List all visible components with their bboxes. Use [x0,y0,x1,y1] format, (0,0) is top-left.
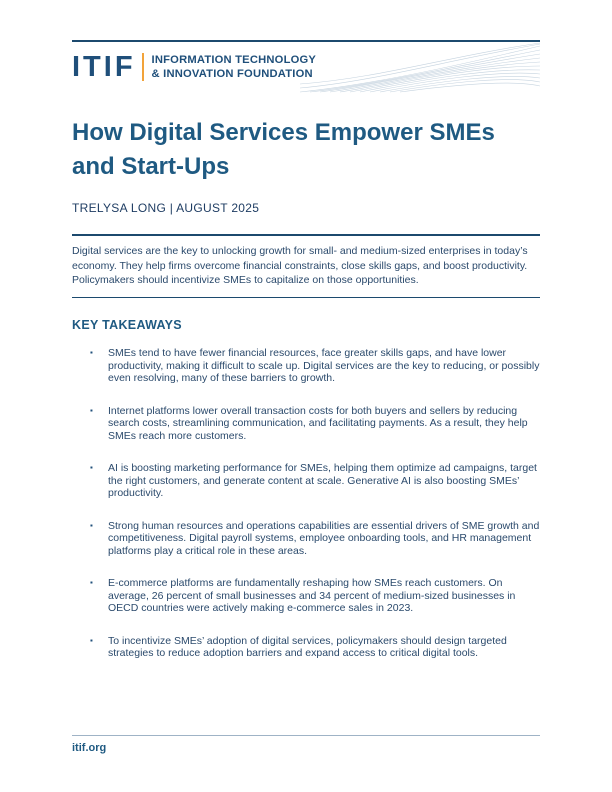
takeaway-item [90,520,540,558]
takeaway-text: To incentivize SMEs’ adoption of digital services, policymakers should design targeted strategies to reduce adoption barriers and expand access to critical digital tools. [108,634,507,659]
bullet-square-icon: ▪ [90,635,93,645]
report-title [72,116,540,184]
logo-line-1: INFORMATION TECHNOLOGY [151,54,317,66]
bullet-square-icon: ▪ [90,405,93,415]
key-takeaways-heading: KEY TAKEAWAYS [72,318,182,332]
takeaway-item [90,405,540,443]
bullet-square-icon: ▪ [90,578,93,587]
footer-rule [72,735,540,736]
itif-logo[interactable] [72,52,316,82]
takeaway-item [90,462,540,500]
title-line-2: and Start-Ups [72,153,230,180]
title-line-1: How Digital Services Empower SMEs [72,119,495,146]
takeaway-text: SMEs tend to have fewer financial resources, face greater skills gaps, and have lower productivity, making it difficult to scale up. Digital services are the key to reducing, or possibly even resolving, many of these barriers to growth. [108,347,540,384]
bullet-square-icon: ▪ [90,520,93,530]
summary-paragraph: Digital services are the key to unlocking growth for small- and medium-sized enterprises in today’s economy. They help firms overcome financial constraints, close skills gaps, and boost productivity. Policymakers should incentivize SMEs to capitalize on those opportunities. [72,245,528,286]
bullet-square-icon: ▪ [90,463,93,472]
takeaway-text: E-commerce platforms are fundamentally reshaping how SMEs reach customers. On average, 26 percent of small businesses and 34 percent of medium-sized businesses in OECD countries were actively making e-commerce sales in 2023. [108,577,516,614]
key-takeaways-list [90,347,540,680]
summary-bottom-rule [72,297,540,298]
takeaway-text: Strong human resources and operations capabilities are essential drivers of SME growth and competitiveness. Digital payroll systems, employee onboarding tools, and HR management platforms play a critical role in these areas. [108,519,540,557]
takeaway-item [90,347,540,385]
footer-site-link[interactable]: itif.org [72,742,107,754]
bullet-square-icon: ▪ [90,348,93,357]
logo-mark: ITIF [72,51,136,83]
takeaway-text: Internet platforms lower overall transaction costs for both buyers and sellers by reducing search costs, streamlining communication, and facilitating payments. As a result, they help SMEs reach more customers. [108,404,528,442]
takeaway-text: AI is boosting marketing performance for SMEs, helping them optimize ad campaigns, target the right customers, and generate content at scale. Generative AI is also boosting SMEs’ productivity. [108,462,537,499]
byline: TRELYSA LONG | AUGUST 2025 [72,201,260,215]
logo-separator [142,53,144,81]
logo-line-2: & INNOVATION FOUNDATION [151,68,313,80]
logo-wordmark [152,53,317,81]
takeaway-item [90,577,540,615]
summary-top-rule [72,234,540,236]
takeaway-item [90,635,540,660]
decorative-wave-lines [300,42,540,94]
